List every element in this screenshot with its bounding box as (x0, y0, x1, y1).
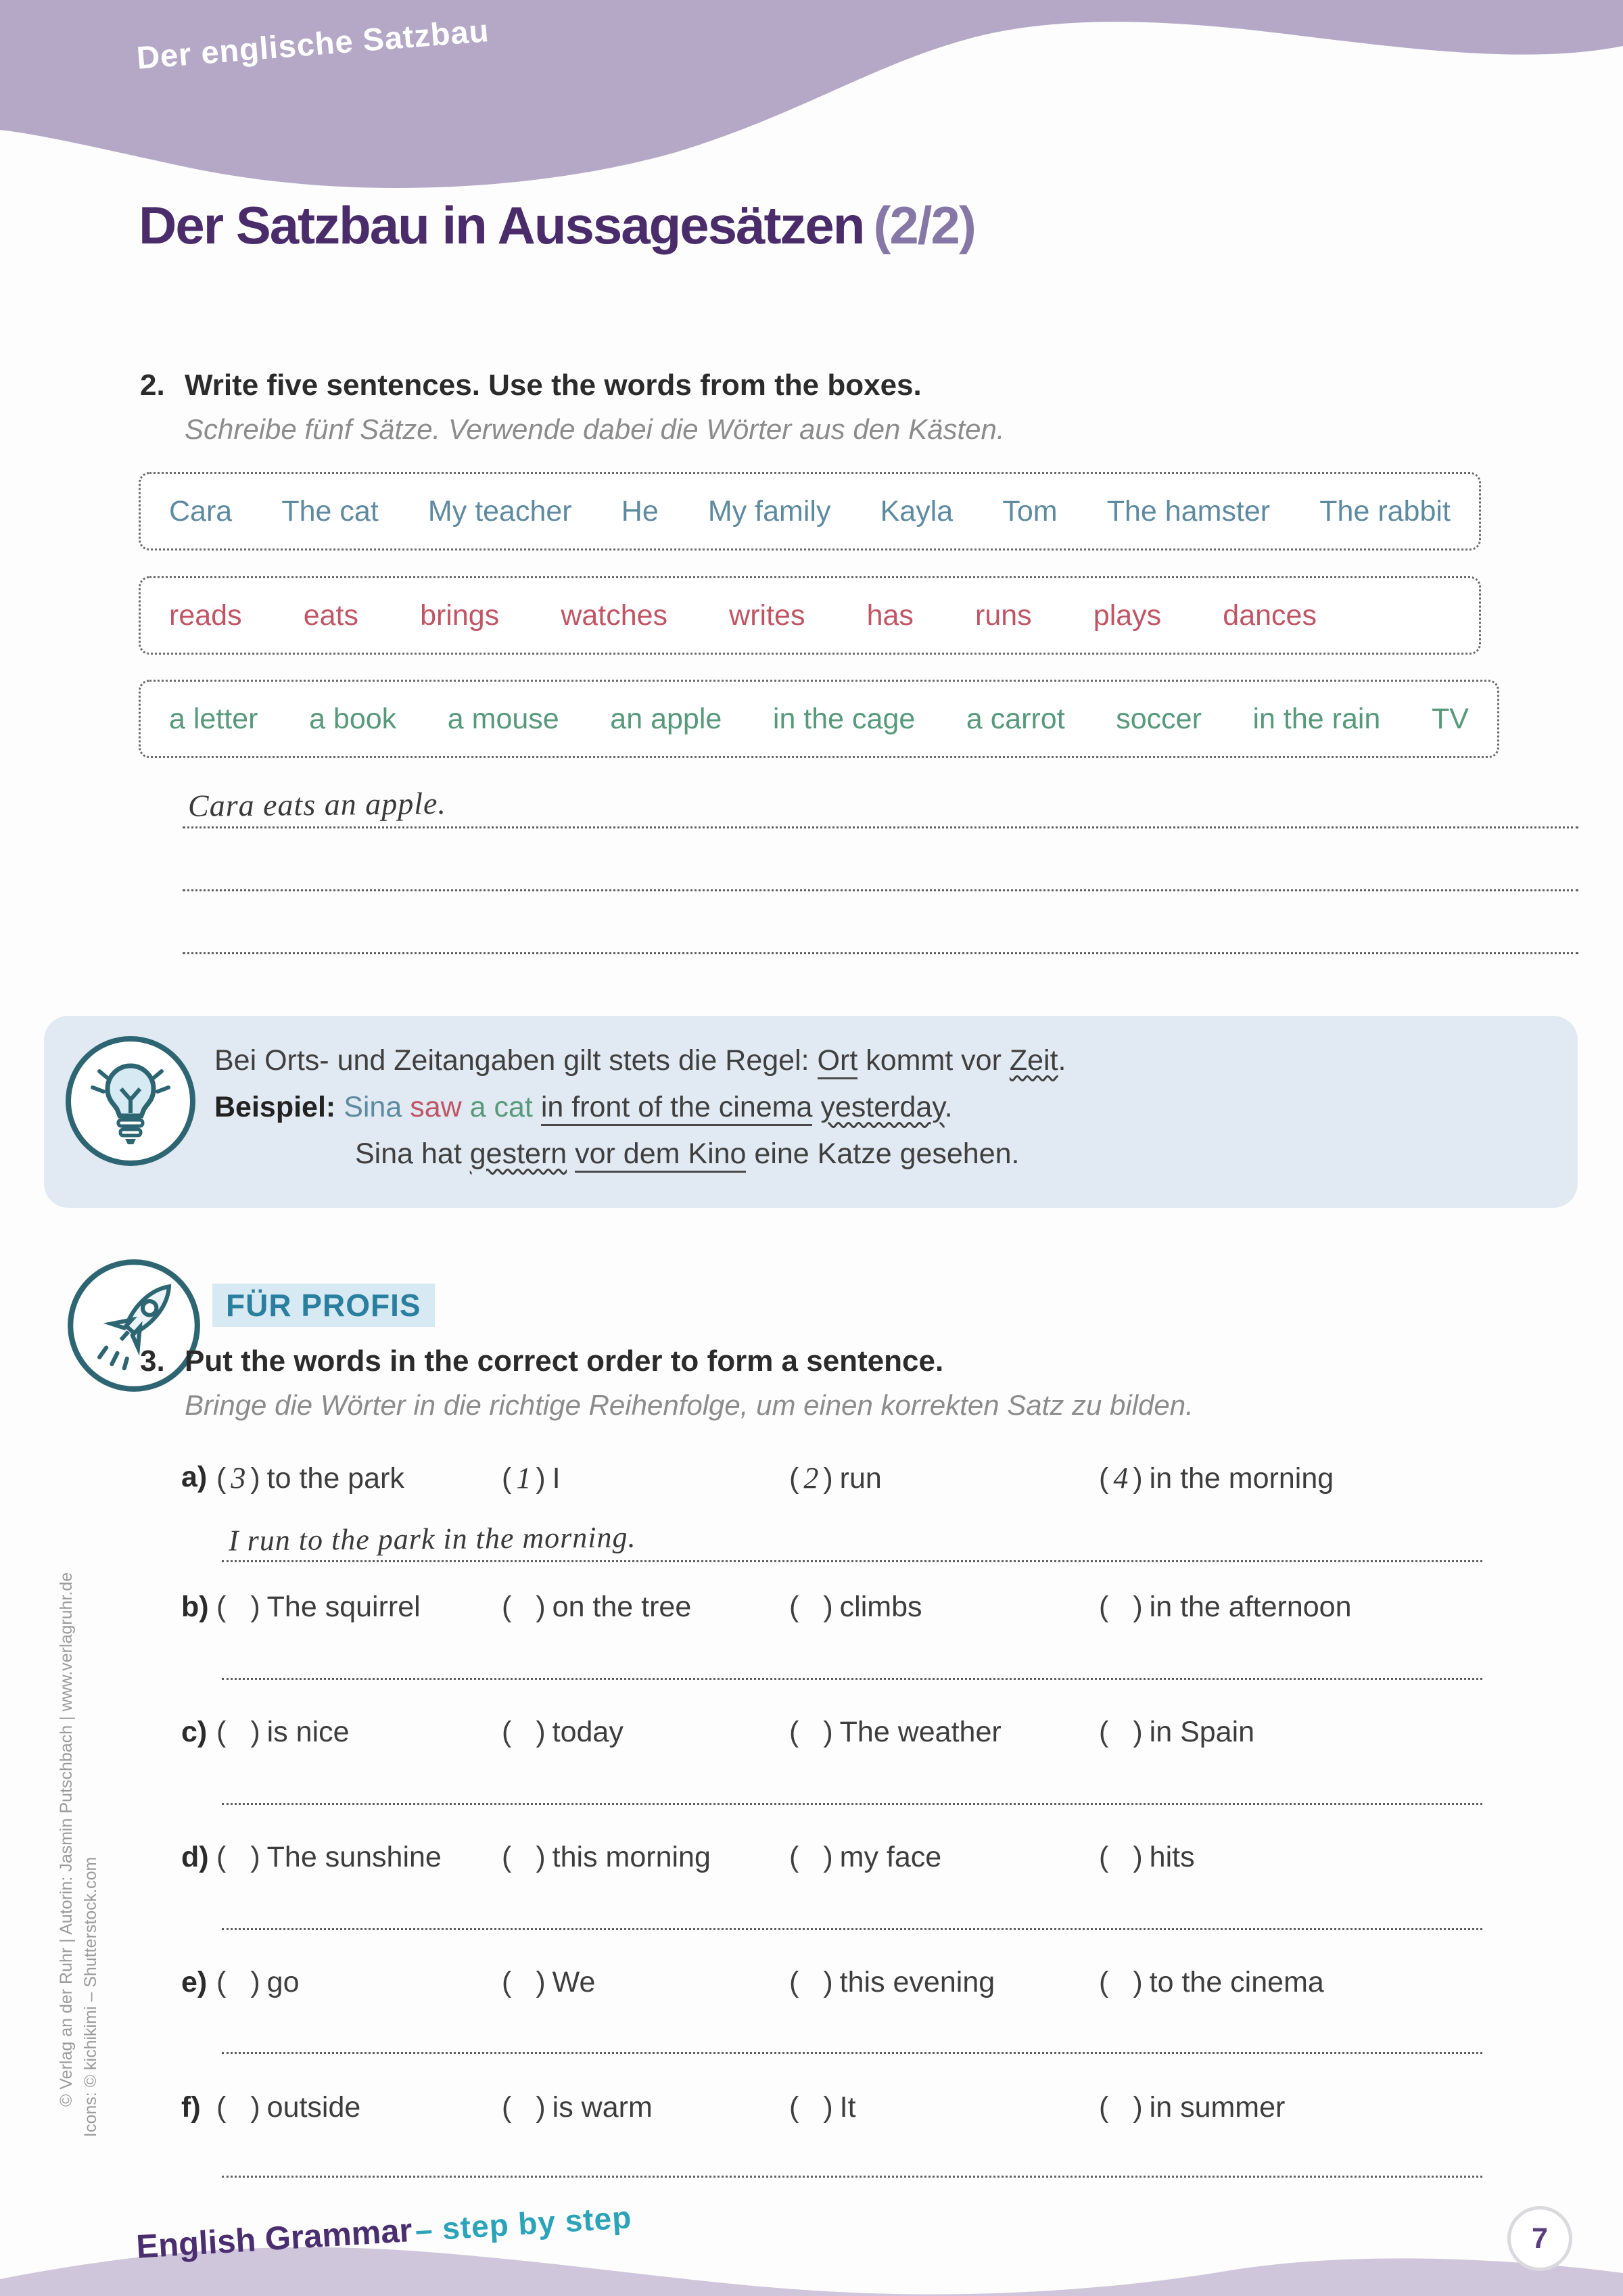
tip-box (44, 1016, 1578, 1208)
handwritten-order-number: 1 (516, 1461, 532, 1495)
word-chip: dances (1223, 599, 1317, 632)
close-paren: ) (536, 2091, 546, 2124)
page-number: 7 (1532, 2222, 1548, 2255)
phrase-text: It (839, 2091, 856, 2124)
close-paren: ) (823, 1591, 833, 1623)
word-group (789, 2091, 856, 2124)
word-group (216, 1461, 404, 1495)
exercise2-instruction-en: Write five sentences. Use the words from the boxes. (185, 369, 922, 402)
word-chip: The rabbit (1319, 494, 1451, 528)
handwritten-order-number: 2 (803, 1461, 819, 1495)
word-chip: The cat (281, 494, 379, 528)
tip-time-de: gestern (469, 1138, 567, 1170)
word-chip: Kayla (880, 494, 954, 528)
open-paren: ( (502, 1841, 512, 1873)
close-paren: ) (536, 1716, 546, 1748)
exercise2-answer-line (183, 891, 1578, 954)
tip-time-en: yesterday (820, 1091, 945, 1123)
tip-verb: saw (410, 1091, 462, 1123)
tip-rule-line: Bei Orts- und Zeitangaben gilt stets die Regel: Ort kommt vor Zeit. (214, 1037, 1540, 1084)
word-group (1099, 1716, 1254, 1749)
phrase-text: run (839, 1462, 882, 1495)
word-chip: watches (561, 599, 668, 632)
close-paren: ) (250, 1716, 260, 1748)
tip-place-en: in front of the cinema (541, 1091, 813, 1126)
exercise2-answer-lines (183, 766, 1578, 954)
word-chip: soccer (1116, 702, 1202, 735)
word-group (216, 1716, 350, 1749)
word-group (502, 1461, 561, 1495)
open-paren: ( (789, 1591, 799, 1623)
phrase-text: in summer (1149, 2091, 1286, 2124)
word-chip: a letter (169, 702, 258, 735)
open-paren: ( (502, 2091, 512, 2124)
open-paren: ( (1099, 1841, 1109, 1873)
open-paren: ( (216, 1716, 227, 1748)
word-group (1099, 1966, 1324, 1999)
word-group (216, 1591, 421, 1624)
handwritten-order-number: 3 (231, 1461, 246, 1495)
phrase-text: today (552, 1716, 624, 1748)
tip-zeit: Zeit (1009, 1044, 1058, 1077)
word-box-objects (139, 680, 1499, 758)
exercise2-number: 2. (140, 369, 165, 402)
word-chip: an apple (610, 702, 722, 735)
close-paren: ) (823, 1716, 833, 1748)
close-paren: ) (536, 1462, 546, 1495)
phrase-text: in Spain (1149, 1716, 1255, 1748)
open-paren: ( (502, 1716, 512, 1748)
phrase-text: climbs (839, 1591, 922, 1623)
open-paren: ( (502, 1591, 512, 1623)
open-paren: ( (789, 1841, 799, 1873)
close-paren: ) (250, 1591, 260, 1623)
close-paren: ) (823, 2091, 833, 2124)
tip-text (214, 1037, 1540, 1177)
open-paren: ( (789, 2091, 799, 2124)
exercise3-item (181, 1841, 1576, 1934)
word-chip: a carrot (966, 702, 1065, 735)
item-label: a) (181, 1461, 208, 1493)
open-paren: ( (1099, 1716, 1109, 1748)
word-group (502, 1841, 711, 1874)
item-label: b) (181, 1591, 209, 1623)
open-paren: ( (216, 1591, 227, 1623)
open-paren: ( (1099, 1462, 1109, 1495)
phrase-text: in the morning (1149, 1462, 1334, 1495)
exercise3-item (181, 2091, 1576, 2181)
close-paren: ) (1133, 1462, 1143, 1495)
credits-publisher: © Verlag an der Ruhr | Autorin: Jasmin Putschbach | www.verlagruhr.de (57, 1572, 76, 2107)
word-chip: My family (707, 494, 831, 528)
exercise3-instruction-en: Put the words in the correct order to form a sentence. (185, 1344, 944, 1378)
exercise3-heading (140, 1344, 1194, 1422)
open-paren: ( (216, 2091, 227, 2124)
tip-subject: Sina (344, 1091, 402, 1123)
word-chip: eats (303, 599, 358, 632)
word-chip: reads (169, 599, 242, 632)
word-chip: a book (309, 702, 397, 735)
word-group (789, 1591, 922, 1624)
phrase-text: The weather (839, 1716, 1002, 1748)
page-title-suffix: (2/2) (873, 195, 975, 255)
page-number-badge (1507, 2206, 1572, 2271)
phrase-text: The sunshine (266, 1841, 442, 1873)
phrase-text: I (552, 1462, 561, 1495)
open-paren: ( (789, 1462, 799, 1495)
tip-example-line-de: Sina hat gestern vor dem Kino eine Katze gesehen. (214, 1131, 1540, 1177)
phrase-text: go (266, 1966, 300, 1998)
close-paren: ) (536, 1966, 546, 1998)
handwritten-answer: I run to the park in the morning. (228, 1520, 636, 1557)
phrase-text: this morning (552, 1841, 711, 1873)
word-group (502, 1966, 595, 1999)
tip-ort: Ort (818, 1044, 858, 1079)
phrase-text: this evening (839, 1966, 995, 1998)
phrase-text: We (552, 1966, 596, 1998)
exercise3-answer-line (222, 1928, 1482, 1930)
word-group (216, 1966, 300, 1999)
word-group (502, 1716, 624, 1749)
open-paren: ( (1099, 1966, 1109, 1998)
exercise3-answer-line (222, 1520, 1482, 1562)
word-box-subjects (139, 472, 1481, 550)
footer-brand-name: English Grammar (135, 2212, 414, 2266)
phrase-text: hits (1149, 1841, 1195, 1873)
exercise3-number: 3. (140, 1344, 165, 1378)
exercise2-instruction-de: Schreibe fünf Sätze. Verwende dabei die Wörter aus den Kästen. (185, 413, 1005, 445)
open-paren: ( (1099, 1591, 1109, 1623)
footer-brand-tagline: – step by step (414, 2199, 633, 2248)
exercise3-answer-line (222, 2176, 1482, 2178)
word-group (789, 1966, 995, 1999)
page-title (139, 195, 975, 256)
close-paren: ) (250, 2091, 260, 2124)
word-chip: Cara (169, 494, 233, 528)
word-chip: has (866, 599, 914, 632)
handwritten-order-number: 4 (1113, 1461, 1129, 1495)
phrase-text: is nice (266, 1716, 350, 1748)
phrase-text: on the tree (552, 1591, 692, 1623)
word-chip: in the cage (772, 702, 916, 735)
word-chip: The hamster (1106, 494, 1271, 528)
word-chip: a mouse (447, 702, 559, 735)
word-chip: writes (729, 599, 805, 632)
word-chip: runs (975, 599, 1032, 632)
exercise3-item (181, 1966, 1576, 2057)
word-group (502, 1591, 691, 1624)
open-paren: ( (1099, 2091, 1109, 2124)
close-paren: ) (823, 1966, 833, 1998)
phrase-text: my face (839, 1841, 942, 1873)
exercise3-answer-line (222, 2052, 1482, 2054)
exercise2-answer-line (183, 828, 1578, 891)
close-paren: ) (1133, 1591, 1143, 1623)
close-paren: ) (1133, 2091, 1143, 2124)
word-group (216, 2091, 360, 2124)
word-chip: TV (1431, 702, 1469, 735)
phrase-text: to the cinema (1149, 1966, 1324, 1998)
item-label: e) (181, 1966, 208, 1998)
word-chip: plays (1093, 599, 1162, 632)
open-paren: ( (216, 1462, 227, 1495)
close-paren: ) (1133, 1966, 1143, 1998)
phrase-text: outside (266, 2091, 361, 2124)
phrase-text: The squirrel (266, 1591, 421, 1623)
item-label: c) (181, 1716, 208, 1748)
open-paren: ( (216, 1841, 227, 1873)
word-chip: He (621, 494, 659, 528)
fuer-profis-badge: FÜR PROFIS (212, 1284, 435, 1327)
phrase-text: to the park (266, 1462, 404, 1495)
header-band-title: Der englische Satzbau (135, 12, 491, 76)
word-group (502, 2091, 653, 2124)
item-label: d) (181, 1841, 209, 1873)
open-paren: ( (789, 1966, 799, 1998)
word-chip: My teacher (427, 494, 572, 528)
word-box-verbs (139, 576, 1481, 655)
item-label: f) (181, 2091, 201, 2124)
tip-object: a cat (469, 1091, 533, 1123)
phrase-text: in the afternoon (1149, 1591, 1352, 1623)
exercise3-answer-line (222, 1678, 1482, 1680)
credits-icons: Icons: © kichikimi – Shutterstock.com (81, 1856, 100, 2137)
word-group (1099, 1841, 1195, 1874)
open-paren: ( (502, 1966, 512, 1998)
close-paren: ) (823, 1841, 833, 1873)
close-paren: ) (536, 1591, 546, 1623)
exercise3-answer-line (222, 1803, 1482, 1805)
word-chip: brings (420, 599, 500, 632)
word-group (789, 1716, 1002, 1749)
word-chip: Tom (1002, 494, 1058, 528)
exercise3-instruction-de: Bringe die Wörter in die richtige Reihenfolge, um einen korrekten Satz zu bilden. (185, 1389, 1194, 1421)
phrase-text: is warm (552, 2091, 653, 2124)
exercise3-item (181, 1461, 1576, 1566)
exercise2-answer-line (183, 766, 1578, 828)
word-chip: in the rain (1252, 702, 1381, 735)
word-group (789, 1841, 941, 1874)
close-paren: ) (250, 1966, 260, 1998)
close-paren: ) (1133, 1716, 1143, 1748)
word-group (1099, 2091, 1285, 2124)
open-paren: ( (502, 1462, 512, 1495)
close-paren: ) (1133, 1841, 1143, 1873)
close-paren: ) (250, 1462, 260, 1495)
tip-example-line-en: Beispiel: Sina saw a cat in front of the cinema yesterday. (214, 1084, 1540, 1131)
tip-place-de: vor dem Kino (575, 1138, 746, 1173)
page-title-text: Der Satzbau in Aussagesätzen (139, 195, 864, 255)
exercise3-item (181, 1716, 1576, 1808)
exercise3-item (181, 1591, 1576, 1683)
word-group (789, 1461, 882, 1495)
handwritten-answer: Cara eats an apple. (187, 786, 447, 823)
word-group (1099, 1461, 1334, 1495)
lightbulb-icon (63, 1033, 198, 1169)
word-group (1099, 1591, 1352, 1624)
close-paren: ) (823, 1462, 833, 1495)
open-paren: ( (789, 1716, 799, 1748)
close-paren: ) (536, 1841, 546, 1873)
open-paren: ( (216, 1966, 227, 1998)
exercise2-heading (140, 369, 1005, 446)
word-group (216, 1841, 442, 1874)
close-paren: ) (250, 1841, 260, 1873)
